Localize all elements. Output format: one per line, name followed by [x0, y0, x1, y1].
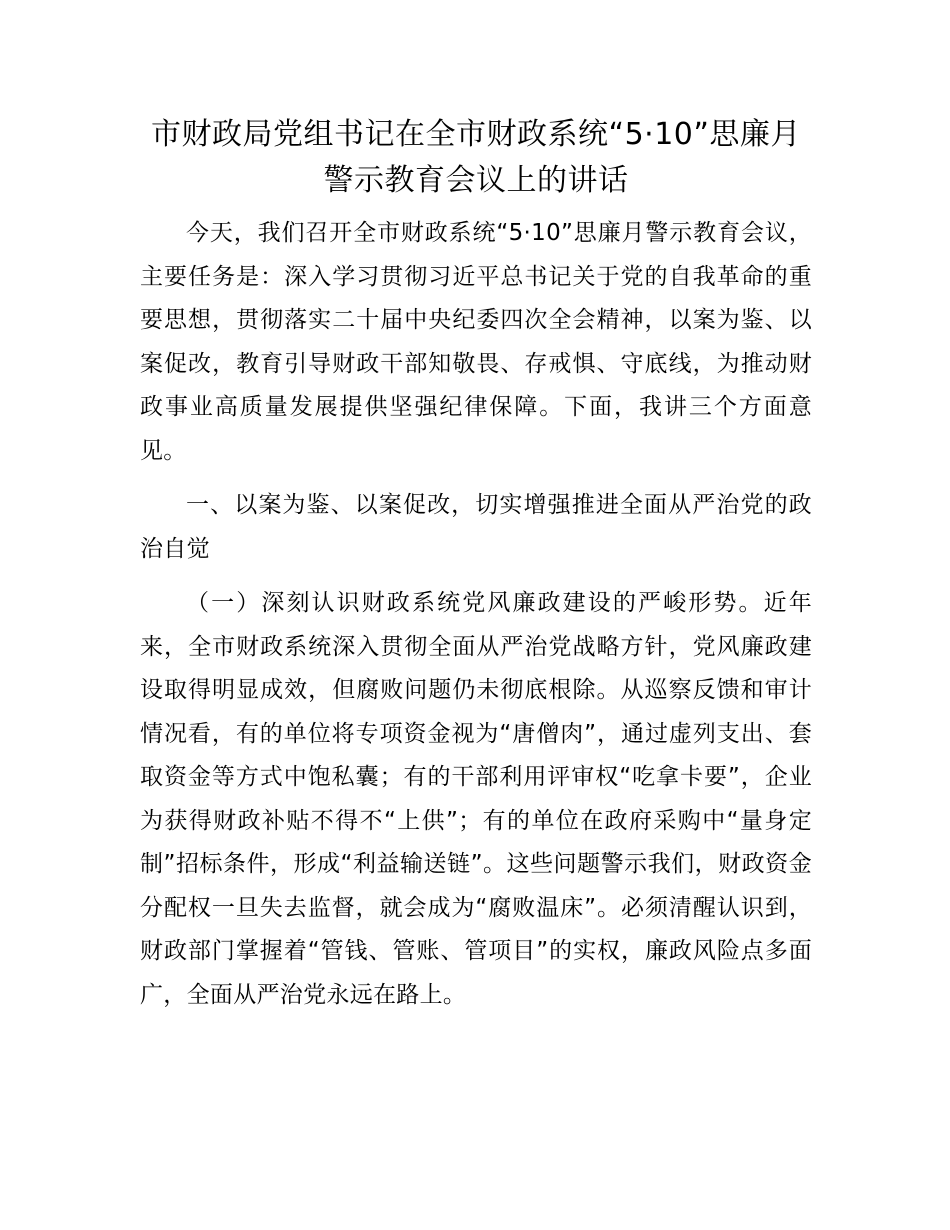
section-heading-1: 一、以案为鉴、以案促改，切实增强推进全面从严治党的政治自觉	[140, 492, 812, 562]
paragraph-subsection-1: （一）深刻认识财政系统党风廉政建设的严峻形势。近年来，全市财政系统深入贯彻全面从严治党战略方针，党风廉政建设取得明显成效，但腐败问题仍未彻底根除。从巡察反馈和审计情况看，有的单位将专项资金视为“唐僧肉”，通过虚列支出、套取资金等方式中饱私囊；有的干部利用评审权“吃拿卡要”，企业为获得财政补贴不得不“上供”；有的单位在政府采购中“量身定制”招标条件，形成“利益输送链”。这些问题警示我们，财政资金分配权一旦失去监督，就会成为“腐败温床”。必须清醒认识到，财政部门掌握着“管钱、管账、管项目”的实权，廉政风险点多面广，全面从严治党永远在路上。	[140, 590, 812, 1008]
paragraph-intro: 今天，我们召开全市财政系统“5·10”思廉月警示教育会议，主要任务是：深入学习贯彻习近平总书记关于党的自我革命的重要思想，贯彻落实二十届中央纪委四次全会精神，以案为鉴、以案促改，教育引导财政干部知敬畏、存戒惧、守底线，为推动财政事业高质量发展提供坚强纪律保障。下面，我讲三个方面意见。	[140, 220, 812, 464]
document-title: 市财政局党组书记在全市财政系统“5·10”思廉月警示教育会议上的讲话	[151, 117, 801, 198]
document-body	[140, 212, 812, 1017]
